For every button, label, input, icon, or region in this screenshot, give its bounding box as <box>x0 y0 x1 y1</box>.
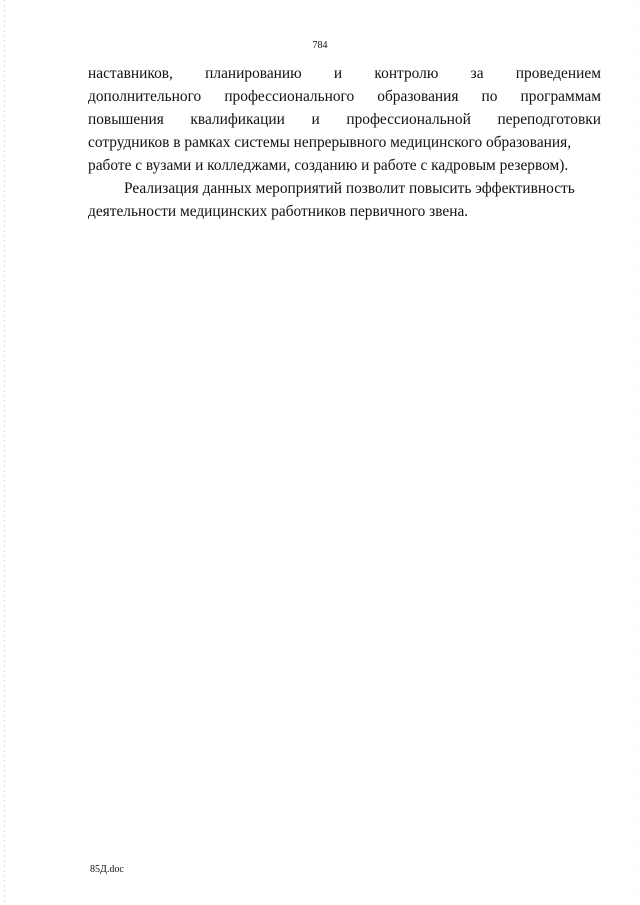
paragraph-1-line-1 <box>88 62 601 85</box>
word: контролю <box>374 65 439 82</box>
word: переподготовки <box>497 111 601 128</box>
paragraph-1-line-5: работе с вузами и колледжами, созданию и работе с кадровым резервом). <box>88 157 569 174</box>
word: дополнительного <box>88 88 202 105</box>
scan-edge-right <box>637 0 638 905</box>
paragraph-1-line-2 <box>88 85 601 108</box>
paragraph-2-line-1: Реализация данных мероприятий позволит повысить эффективность <box>124 180 575 197</box>
word: и <box>333 65 343 82</box>
word: проведением <box>515 65 601 82</box>
page-number: 784 <box>312 40 328 51</box>
paragraph-2-line-2: деятельности медицинских работников первичного звена. <box>88 203 469 220</box>
word: квалификации <box>190 111 285 128</box>
word: профессиональной <box>346 111 471 128</box>
scan-edge-left <box>4 0 5 905</box>
word: наставников, <box>88 65 173 82</box>
word: за <box>470 65 484 82</box>
document-body <box>88 62 601 223</box>
word: повышения <box>88 111 164 128</box>
footer-filename: 85Д.doc <box>90 864 124 875</box>
word: образования <box>377 88 459 105</box>
word: планированию <box>205 65 302 82</box>
word: по <box>481 88 498 105</box>
word: программам <box>520 88 601 105</box>
paragraph-1-line-3 <box>88 108 601 131</box>
word: и <box>311 111 320 128</box>
word: профессионального <box>224 88 355 105</box>
paragraph-1-line-4: сотрудников в рамках системы непрерывного медицинского образования, <box>88 134 572 151</box>
